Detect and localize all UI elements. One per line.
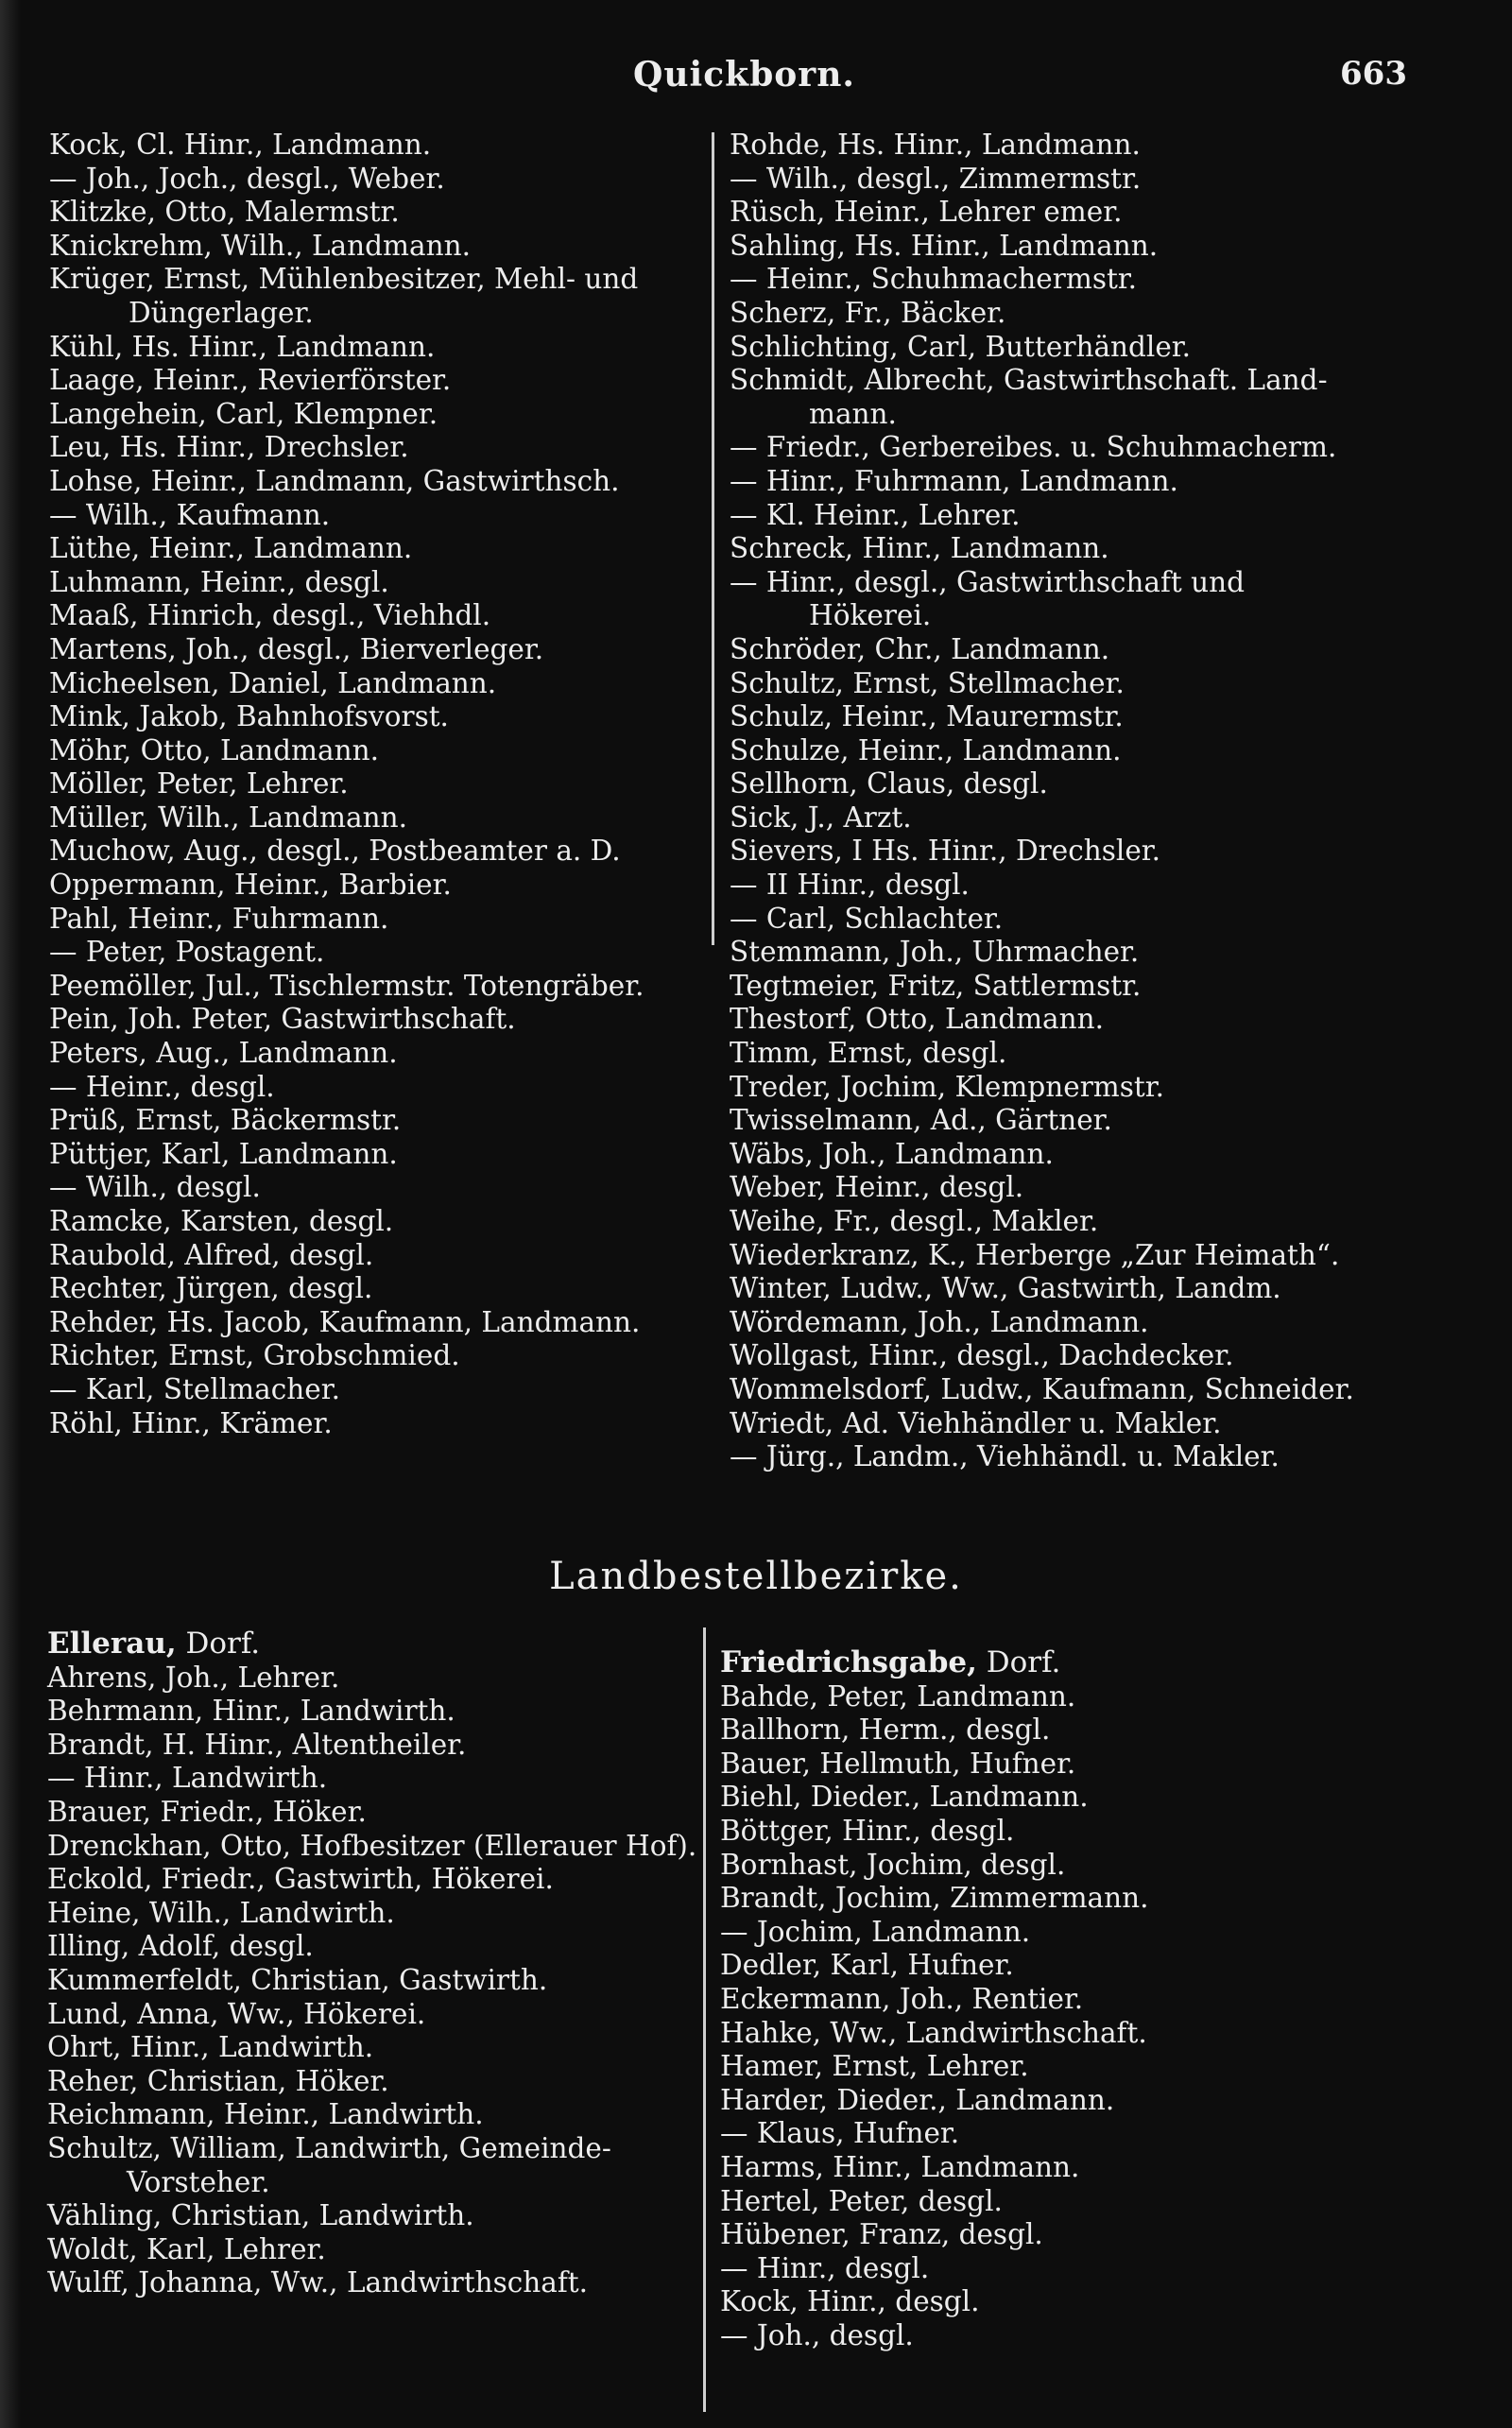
directory-entry: Scherz, Fr., Bäcker. <box>730 296 1006 329</box>
directory-entry: Knickrehm, Wilh., Landmann. <box>49 229 471 262</box>
directory-entry: Muchow, Aug., desgl., Postbeamter a. D. <box>49 835 621 868</box>
directory-entry: — Hinr., desgl., Gastwirthschaft und <box>730 565 1246 598</box>
directory-entry: Lüthe, Heinr., Landmann. <box>49 532 413 565</box>
directory-entry: Winter, Ludw., Ww., Gastwirth, Landm. <box>730 1272 1281 1305</box>
column-divider-bottom <box>703 1627 706 2412</box>
village-kind: Dorf. <box>976 1645 1061 1679</box>
directory-entry: Schmidt, Albrecht, Gastwirthschaft. Land- <box>730 364 1328 397</box>
directory-entry: Möller, Peter, Lehrer. <box>49 767 349 801</box>
directory-entry: Harms, Hinr., Landmann. <box>720 2150 1080 2183</box>
directory-entry: Brauer, Friedr., Höker. <box>47 1795 367 1828</box>
directory-entry: Rechter, Jürgen, desgl. <box>49 1272 373 1305</box>
directory-entry: Schultz, William, Landwirth, Gemeinde- <box>47 2131 611 2164</box>
directory-entry: Sellhorn, Claus, desgl. <box>730 767 1048 801</box>
directory-entry: Ohrt, Hinr., Landwirth. <box>47 2031 374 2064</box>
directory-entry: Wommelsdorf, Ludw., Kaufmann, Schneider. <box>730 1372 1354 1405</box>
directory-entry: Wulff, Johanna, Ww., Landwirthschaft. <box>47 2266 589 2299</box>
directory-entry: Kock, Hinr., desgl. <box>720 2285 980 2318</box>
page-number: 663 <box>1340 55 1407 93</box>
directory-entry: Lohse, Heinr., Landmann, Gastwirthsch. <box>49 464 620 497</box>
directory-entry: Wördemann, Joh., Landmann. <box>730 1305 1149 1338</box>
running-head-place: Quickborn. <box>633 55 855 95</box>
directory-entry: Schreck, Hinr., Landmann. <box>730 532 1109 565</box>
directory-entry: Kummerfeldt, Christian, Gastwirth. <box>47 1963 548 1996</box>
directory-entry: Timm, Ernst, desgl. <box>730 1037 1007 1070</box>
directory-entry: Ahrens, Joh., Lehrer. <box>47 1661 340 1694</box>
directory-entry: Dedler, Karl, Hufner. <box>720 1949 1014 1982</box>
directory-entry: Krüger, Ernst, Mühlenbesitzer, Mehl- und <box>49 263 639 296</box>
village-heading-friedrichsgabe <box>720 1646 1467 1680</box>
directory-entry: — Heinr., Schuhmachermstr. <box>730 263 1138 296</box>
directory-entry: Pein, Joh. Peter, Gastwirthschaft. <box>49 1003 516 1036</box>
directory-entry: Micheelsen, Daniel, Landmann. <box>49 666 497 699</box>
directory-entry: — Hinr., desgl. <box>720 2251 930 2284</box>
directory-entry: Woldt, Karl, Lehrer. <box>47 2232 326 2265</box>
directory-entry: Düngerlager. <box>129 296 314 329</box>
page-header <box>0 55 1512 112</box>
directory-entry: Schulz, Heinr., Maurermstr. <box>730 700 1124 733</box>
directory-entry: Wollgast, Hinr., desgl., Dachdecker. <box>730 1339 1234 1372</box>
directory-entry: — Jochim, Landmann. <box>720 1915 1031 1948</box>
directory-entry: Tegtmeier, Fritz, Sattlermstr. <box>730 969 1142 1002</box>
directory-entry: — Joh., desgl. <box>720 2318 914 2351</box>
directory-entry: Püttjer, Karl, Landmann. <box>49 1137 398 1170</box>
directory-entry: Sick, J., Arzt. <box>730 801 912 834</box>
directory-entry: Rohde, Hs. Hinr., Landmann. <box>730 129 1141 161</box>
village-heading-ellerau <box>47 1627 709 1662</box>
directory-entry: Ramcke, Karsten, desgl. <box>49 1205 394 1237</box>
directory-entry: Eckold, Friedr., Gastwirth, Hökerei. <box>47 1863 554 1896</box>
directory-entry: — Friedr., Gerbereibes. u. Schuhmacherm. <box>730 431 1337 464</box>
directory-entry: — II Hinr., desgl. <box>730 869 970 902</box>
directory-entry: Laage, Heinr., Revierförster. <box>49 364 452 397</box>
village-name: Ellerau, <box>47 1627 177 1661</box>
directory-entry: — Wilh., Kaufmann. <box>49 498 331 531</box>
directory-entry: — Heinr., desgl. <box>49 1070 275 1103</box>
directory-entry: — Kl. Heinr., Lehrer. <box>730 498 1021 531</box>
directory-entry: Prüß, Ernst, Bäckermstr. <box>49 1104 402 1137</box>
directory-entry: — Wilh., desgl. <box>49 1171 261 1204</box>
directory-entry: Rüsch, Heinr., Lehrer emer. <box>730 196 1123 229</box>
directory-entry: Schlichting, Carl, Butterhändler. <box>730 330 1192 363</box>
directory-entry: Röhl, Hinr., Krämer. <box>49 1406 333 1439</box>
directory-entry: Bahde, Peter, Landmann. <box>720 1679 1076 1713</box>
directory-entry: Oppermann, Heinr., Barbier. <box>49 869 452 902</box>
directory-entry: — Hinr., Fuhrmann, Landmann. <box>730 464 1178 497</box>
directory-entry: Sievers, I Hs. Hinr., Drechsler. <box>730 835 1161 868</box>
directory-entry: Hahke, Ww., Landwirthschaft. <box>720 2016 1147 2049</box>
directory-entry: Drenckhan, Otto, Hofbesitzer (Ellerauer Hof). <box>47 1829 697 1862</box>
directory-entry: Illing, Adolf, desgl. <box>47 1930 314 1963</box>
directory-entry: Reichmann, Heinr., Landwirth. <box>47 2098 484 2131</box>
directory-entry: Böttger, Hinr., desgl. <box>720 1814 1015 1847</box>
directory-entry: Kock, Cl. Hinr., Landmann. <box>49 129 432 161</box>
directory-entry: Martens, Joh., desgl., Bierverleger. <box>49 632 544 665</box>
directory-entry: Ballhorn, Herm., desgl. <box>720 1713 1051 1747</box>
directory-entry: Peters, Aug., Landmann. <box>49 1037 398 1070</box>
directory-entry: — Jürg., Landm., Viehhändl. u. Makler. <box>730 1440 1280 1473</box>
directory-entry: Bauer, Hellmuth, Hufner. <box>720 1747 1076 1780</box>
directory-entry: Reher, Christian, Höker. <box>47 2064 389 2097</box>
directory-entry: Peemöller, Jul., Tischlermstr. Totengräber. <box>49 969 644 1002</box>
directory-entry: Schröder, Chr., Landmann. <box>730 632 1110 665</box>
directory-entry: Rehder, Hs. Jacob, Kaufmann, Landmann. <box>49 1305 641 1338</box>
directory-entry: Weber, Heinr., desgl. <box>730 1171 1024 1204</box>
directory-entry: Lund, Anna, Ww., Hökerei. <box>47 1997 426 2030</box>
directory-entry: Vorsteher. <box>127 2165 270 2198</box>
directory-entry: Möhr, Otto, Landmann. <box>49 733 379 766</box>
directory-entry: Mink, Jakob, Bahnhofsvorst. <box>49 700 449 733</box>
directory-entry: Klitzke, Otto, Malermstr. <box>49 196 400 229</box>
directory-entry: Heine, Wilh., Landwirth. <box>47 1896 395 1929</box>
directory-entry: Hübener, Franz, desgl. <box>720 2218 1043 2251</box>
directory-entry: Luhmann, Heinr., desgl. <box>49 565 389 598</box>
directory-entry: Schultz, Ernst, Stellmacher. <box>730 666 1125 699</box>
directory-entry: Wiederkranz, K., Herberge „Zur Heimath“. <box>730 1238 1340 1271</box>
directory-entry: Brandt, H. Hinr., Altentheiler. <box>47 1728 467 1761</box>
directory-entry: Kühl, Hs. Hinr., Landmann. <box>49 330 436 363</box>
directory-entry: — Joh., Joch., desgl., Weber. <box>49 162 445 195</box>
directory-entry: Pahl, Heinr., Fuhrmann. <box>49 902 389 935</box>
directory-entry: Hökerei. <box>809 599 932 632</box>
directory-entry: Thestorf, Otto, Landmann. <box>730 1003 1105 1036</box>
column-top-right <box>730 129 1476 1474</box>
directory-entry: Richter, Ernst, Grobschmied. <box>49 1339 460 1372</box>
directory-entry: — Wilh., desgl., Zimmermstr. <box>730 162 1142 195</box>
directory-entry: Müller, Wilh., Landmann. <box>49 801 407 834</box>
directory-entry: Treder, Jochim, Klempnermstr. <box>730 1070 1165 1103</box>
section-title: Landbestellbezirke. <box>549 1555 963 1598</box>
directory-entry: Biehl, Dieder., Landmann. <box>720 1781 1089 1814</box>
directory-entry: Langehein, Carl, Klempner. <box>49 397 438 430</box>
directory-entry: Maaß, Hinrich, desgl., Viehhdl. <box>49 599 491 632</box>
directory-entry: — Klaus, Hufner. <box>720 2117 960 2150</box>
directory-entry: — Karl, Stellmacher. <box>49 1372 340 1405</box>
directory-entry: — Carl, Schlachter. <box>730 902 1004 935</box>
directory-entry: Hertel, Peter, desgl. <box>720 2184 1003 2217</box>
column-friedrichsgabe <box>720 1646 1467 2352</box>
directory-entry: — Hinr., Landwirth. <box>47 1762 328 1795</box>
directory-entry: Bornhast, Jochim, desgl. <box>720 1848 1066 1881</box>
column-ellerau <box>47 1627 709 2300</box>
directory-entry: Eckermann, Joh., Rentier. <box>720 1982 1084 2015</box>
directory-entry: Weihe, Fr., desgl., Makler. <box>730 1205 1099 1237</box>
column-top-left <box>49 129 701 1440</box>
directory-entry: Raubold, Alfred, desgl. <box>49 1238 374 1271</box>
directory-entry: Sahling, Hs. Hinr., Landmann. <box>730 229 1159 262</box>
directory-entry: Schulze, Heinr., Landmann. <box>730 733 1122 766</box>
directory-entry: Wriedt, Ad. Viehhändler u. Makler. <box>730 1406 1222 1439</box>
page-gutter-shadow <box>0 0 21 2428</box>
directory-entry: — Peter, Postagent. <box>49 936 325 969</box>
directory-entry: mann. <box>809 397 897 430</box>
directory-entry: Harder, Dieder., Landmann. <box>720 2083 1115 2116</box>
directory-entry: Hamer, Ernst, Lehrer. <box>720 2050 1029 2083</box>
directory-entry: Brandt, Jochim, Zimmermann. <box>720 1882 1149 1915</box>
village-kind: Dorf. <box>176 1627 261 1661</box>
directory-entry: Twisselmann, Ad., Gärtner. <box>730 1104 1112 1137</box>
directory-entry: Wäbs, Joh., Landmann. <box>730 1137 1054 1170</box>
directory-entry: Vähling, Christian, Landwirth. <box>47 2199 474 2232</box>
directory-entry: Stemmann, Joh., Uhrmacher. <box>730 936 1140 969</box>
directory-entry: Behrmann, Hinr., Landwirth. <box>47 1695 455 1728</box>
directory-entry: Leu, Hs. Hinr., Drechsler. <box>49 431 409 464</box>
village-name: Friedrichsgabe, <box>720 1645 977 1679</box>
column-divider-top <box>712 132 714 945</box>
